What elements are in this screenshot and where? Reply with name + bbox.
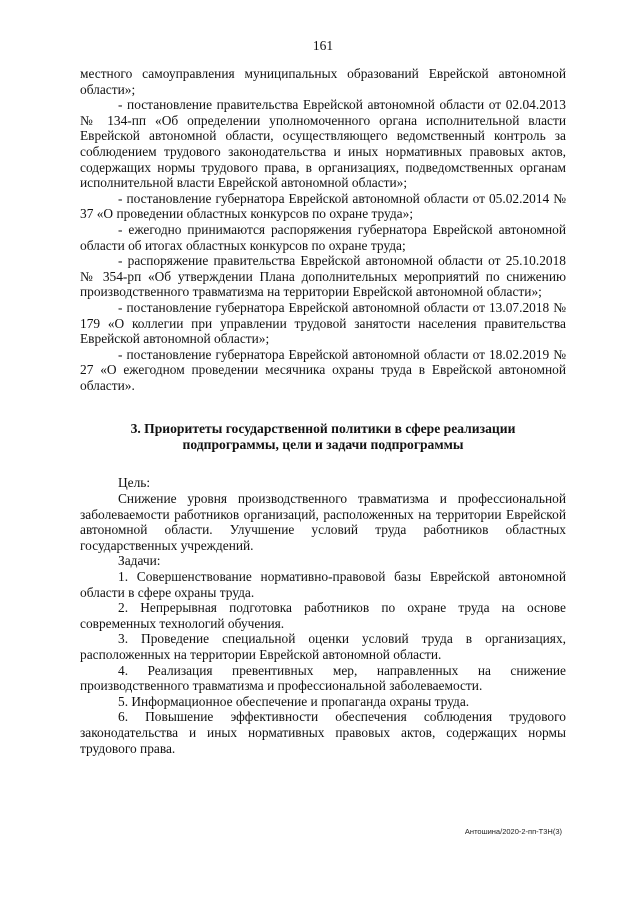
document-page <box>80 38 566 756</box>
tasks-label: Задачи: <box>118 553 161 569</box>
task-item: 4. Реализация превентивных мер, направленных на снижение производственного травматизма и профессиональной заболеваемости. <box>80 662 566 694</box>
list-item: - постановление губернатора Еврейской автономной области от 13.07.2018 № 179 «О коллегии при управлении трудовой занятости населения правительства Еврейской автономной области»; <box>80 299 566 347</box>
task-item: 5. Информационное обеспечение и пропаганда охраны труда. <box>118 693 470 709</box>
paragraph-continuation: местного самоуправления муниципальных образований Еврейской автономной области»; <box>80 66 566 97</box>
task-item: 2. Непрерывная подготовка работников по охране труда на основе современных технологий обучения. <box>80 600 566 631</box>
task-item: 3. Проведение специальной оценки условий труда в организациях, расположенных на территории Еврейской автономной области. <box>80 631 566 662</box>
section-heading-line2: подпрограммы, цели и задачи подпрограммы <box>182 437 464 453</box>
goal-label: Цель: <box>118 475 151 491</box>
list-item: - ежегодно принимаются распоряжения губернатора Еврейской автономной области об итогах областных конкурсов по охране труда; <box>80 221 566 253</box>
section-heading-line1: 3. Приоритеты государственной политики в сфере реализации <box>130 421 516 437</box>
list-item: - постановление губернатора Еврейской автономной области от 05.02.2014 № 37 «О проведении областных конкурсов по охране труда»; <box>80 190 566 222</box>
list-item: - распоряжение правительства Еврейской автономной области от 25.10.2018 № 354-рп «Об утверждении Плана дополнительных мероприятий по снижению производственного травматизма на территории Еврейской автономной области»; <box>80 253 566 300</box>
list-item: - постановление правительства Еврейской автономной области от 02.04.2013 № 134-пп «Об определении уполномоченного органа исполнительной власти Еврейской автономной области, осуществляющего ведомственный контроль за соблюдением трудового законодательства и иных нормативных правовых актов, содержащих нормы трудового права, в организациях, подведомственных органам исполнительной власти Еврейской автономной области»; <box>80 97 566 191</box>
list-item: - постановление губернатора Еврейской автономной области от 18.02.2019 № 27 «О ежегодном проведении месячника охраны труда в Еврейской автономной области». <box>80 346 566 393</box>
page-number: 161 <box>312 38 334 53</box>
section-heading <box>80 421 566 453</box>
task-item: 1. Совершенствование нормативно-правовой базы Еврейской автономной области в сфере охраны труда. <box>80 569 566 600</box>
goal-text: Снижение уровня производственного травматизма и профессиональной заболеваемости работников организаций, расположенных на территории Еврейской автономной области. Улучшение условий труда работников областных государственных учреждений. <box>80 491 566 553</box>
footer-code: Антошина/2020-2-пп-Т3Н(3) <box>464 827 562 836</box>
task-item: 6. Повышение эффективности обеспечения соблюдения трудового законодательства и иных нормативных правовых актов, содержащих нормы трудового права. <box>80 709 566 756</box>
